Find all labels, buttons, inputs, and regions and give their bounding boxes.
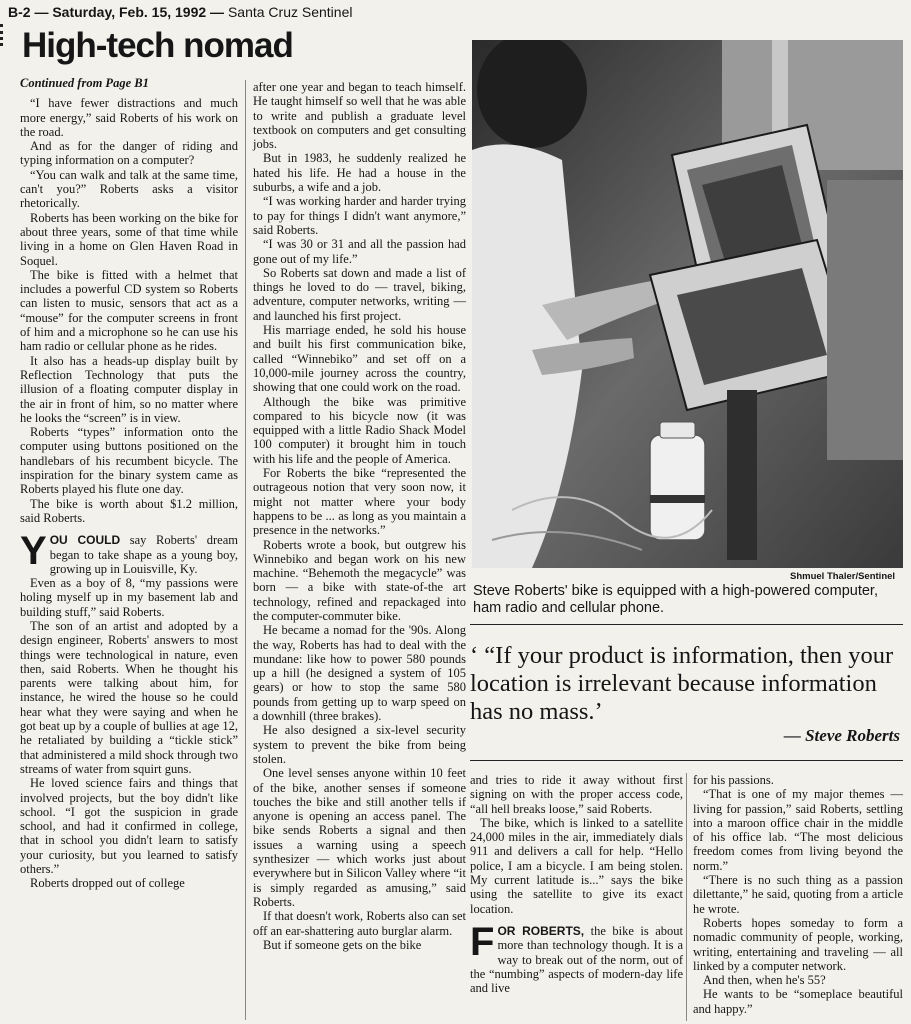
section-lead-paragraph — [20, 529, 238, 576]
paragraph: But if someone gets on the bike — [263, 937, 422, 952]
photo-caption: Steve Roberts' bike is equipped with a high-powered computer, ham radio and cellular phone. — [473, 583, 878, 616]
photo — [472, 40, 903, 568]
paragraph: The son of an artist and adopted by a design engineer, Roberts' answers to most things were technological in nature, even then, said Roberts. When he thought his parents were talking about him, for instance, he wired the house so he could hear what they were saying and when he got beat up by a couple of bullies at age 12, he retaliated by building a “tickle stick” that administered a mild shock through two streams of water from squirt guns. — [20, 618, 238, 776]
paragraph: His marriage ended, he sold his house and built his first communication bike, called “Winnebiko” and set off on a 10,000-mile journey across the country, showing that one could work on the road. — [253, 323, 466, 395]
drop-cap: F — [470, 919, 495, 964]
issue-date: Saturday, Feb. 15, 1992 — [52, 4, 207, 20]
newspaper-name: Santa Cruz Sentinel — [227, 4, 353, 20]
paragraph: “That is one of my major themes — living for passion,” said Roberts, settling into a maroon office chair in the middle of his office lab. “The most delicious freedom comes from living beyond the norm.” — [693, 787, 903, 873]
photo-image — [472, 40, 903, 568]
paragraph: Roberts dropped out of college — [30, 876, 185, 891]
article-column-3 — [470, 773, 683, 995]
pullquote-bottom-rule — [470, 760, 903, 761]
paragraph: Roberts wrote a book, but outgrew his Winnebiko and began work on his new machine. “Behemoth the megacycle” was born — a bike with state-of-the art technology, refined and repackaged into the computer-commuter bike. — [253, 537, 466, 623]
continued-from: Continued from Page B1 — [20, 76, 149, 90]
paragraph: The bike is fitted with a helmet that includes a powerful CD system so Roberts can listen to music, sensors that act as a “mouse” for the computer screens in front of him and a microphone so he can use his ham radio or cellular phone as he rides. — [20, 267, 238, 354]
paragraph: He wants to be “someplace beautiful and happy.” — [693, 987, 903, 1016]
headline: High-tech nomad — [22, 26, 293, 65]
article-column-1 — [20, 76, 238, 891]
paragraph: after one year and began to teach himself. He taught himself so well that he was able to write and publish a graduate level textbook on computers and get consulting jobs. — [253, 80, 466, 152]
paragraph: and tries to ride it away without first signing on with the proper access code, “all hell breaks loose,” said Roberts. — [470, 773, 683, 816]
paragraph: “I was working harder and harder trying to pay for things I didn't want anymore,” said Roberts. — [253, 194, 466, 237]
dateline-separator: — — [206, 4, 228, 20]
paragraph: Although the bike was primitive compared to his bicycle now (it was equipped with a little Radio Shack Model 100 computer) it brought him in touch with his life and the people of America. — [253, 394, 466, 466]
paragraph: Even as a boy of 8, “my passions were holing myself up in my basement lab and building stuff,” said Roberts. — [20, 576, 238, 619]
paragraph: But in 1983, he suddenly realized he hated his life. He had a house in the suburbs, a wife and a job. — [253, 151, 466, 195]
paragraph: And then, when he's 55? — [703, 973, 826, 988]
column-divider — [686, 773, 687, 1021]
paragraph: “I was 30 or 31 and all the passion had gone out of my life.” — [253, 237, 466, 266]
photo-credit: Shmuel Thaler/Sentinel — [790, 571, 896, 582]
paragraph: He became a nomad for the '90s. Along the way, Roberts has had to deal with the mundane: like how to power 580 pounds up a hill (he designed a system of 105 gears) or how to stop the same 580 pounds from getting up to warp speed on a downhill (three brakes). — [253, 623, 466, 724]
paragraph: “I have fewer distractions and much more energy,” said Roberts of his work on the road. — [20, 96, 238, 139]
paragraph: And as for the danger of riding and typing information on a computer? — [20, 139, 238, 168]
paragraph: The bike, which is linked to a satellite 24,000 miles in the air, immediately dials 911 and delivers a call for help. “Hello police, I am a bicycle. I am being stolen. My current latitude is...” says the bike using the satellite to give its exact location. — [470, 815, 683, 916]
dateline — [8, 4, 352, 20]
paragraph: He loved science fairs and things that involved projects, but the boy didn't like school. “I got the suspicion in grade school, and had it confirmed in college, that in school you didn't learn to satisfy your curiosity, but you learned to satisfy others.” — [20, 776, 238, 877]
paragraph: For Roberts the bike “represented the outrageous notion that very soon now, it might not matter where your body happens to be ... as long as you maintain a presence in the networks.” — [253, 466, 466, 538]
drop-cap: Y — [20, 529, 47, 574]
pullquote-top-rule — [470, 624, 903, 625]
dateline-separator: — — [30, 4, 53, 20]
article-column-4 — [693, 773, 903, 1016]
lead-text: the bike is about more than technology though. It is a way to break out of the norm, out of the “numbing” aspects of modern-day life and live — [470, 923, 683, 996]
pullquote-text: ‘ “If your product is information, then your location is irrelevant because information has no mass.’ — [470, 642, 894, 725]
page-number: B-2 — [8, 4, 31, 20]
lead-text: say Roberts' dream began to take shape as a young boy, growing up in Louisville, Ky. — [49, 533, 238, 576]
paragraph: It also has a heads-up display built by Reflection Technology that puts the illusion of a floating computer display in the air in front of him, so no matter where he looks the “screen” is in view. — [20, 353, 238, 425]
paragraph: “There is no such thing as a passion dilettante,” he said, quoting from a article he wrote. — [693, 873, 903, 916]
pullquote-attribution: — Steve Roberts — [783, 726, 900, 745]
column-divider — [245, 80, 246, 1020]
paragraph: Roberts hopes someday to form a nomadic community of people, working, writing, entertaining and traveling — all linked by a computer network. — [693, 915, 903, 973]
paragraph: So Roberts sat down and made a list of things he loved to do — travel, biking, adventure, computer networks, writing — and launched his first project. — [253, 265, 466, 323]
paragraph: If that doesn't work, Roberts also can set off an ear-shattering auto burglar alarm. — [253, 909, 466, 938]
article-column-2 — [253, 80, 466, 952]
paragraph: The bike is worth about $1.2 million, said Roberts. — [20, 496, 238, 525]
paragraph: Roberts “types” information onto the computer using buttons positioned on the handlebars of his recumbent bicycle. The inspiration for the binary system came as Roberts played his flute one day. — [20, 425, 238, 497]
crop-marks — [0, 24, 15, 46]
paragraph: for his passions. — [693, 773, 774, 787]
paragraph: One level senses anyone within 10 feet of the bike, another senses if someone touches the bike and still another tells if anyone is opening an access panel. The bike sends Roberts a signal and then issues a warning using a speech synthesizer — which works just about everywhere but in Silicon Valley where “it is simply regarded as amusing,” said Roberts. — [253, 766, 466, 909]
lead-caps: OU COULD — [49, 533, 121, 548]
paragraph: Roberts has been working on the bike for about three years, some of that time while living in a home on Glen Haven Road in Soquel. — [20, 210, 238, 268]
section-lead-paragraph — [470, 919, 683, 996]
paragraph: He also designed a six-level security system to prevent the bike from being stolen. — [253, 723, 466, 766]
lead-caps: OR ROBERTS, — [497, 923, 585, 938]
paragraph: “You can walk and talk at the same time, can't you?” Roberts asks a visitor rhetorically. — [20, 167, 238, 211]
